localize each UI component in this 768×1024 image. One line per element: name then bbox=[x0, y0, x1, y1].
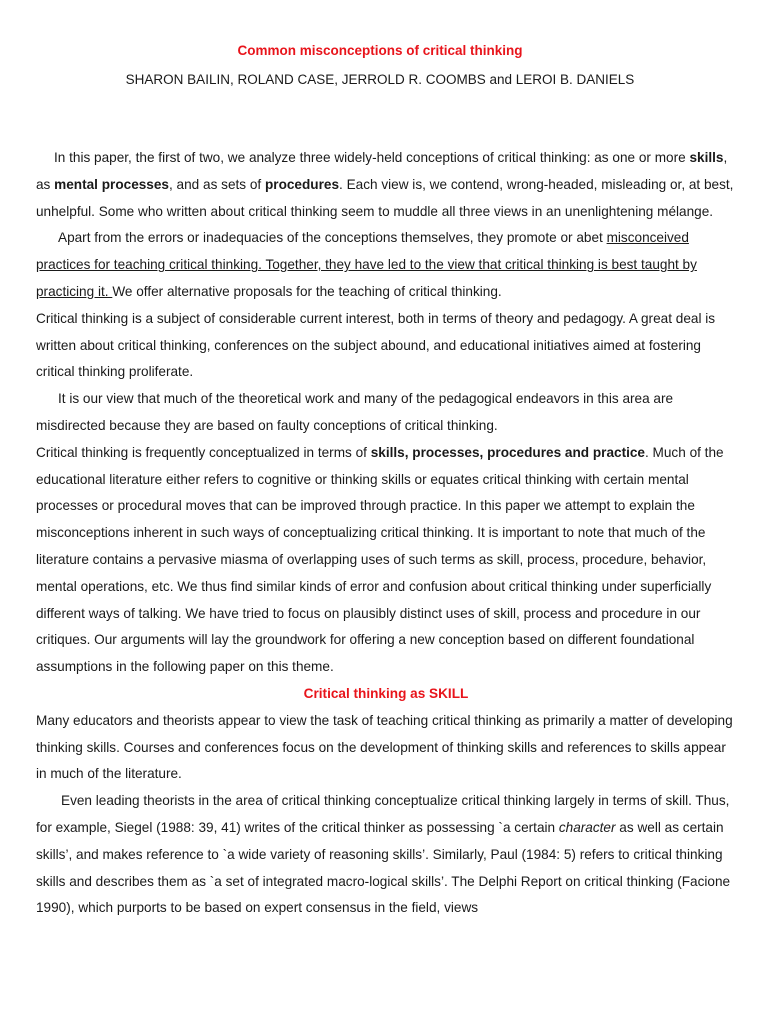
paragraph-7 bbox=[36, 788, 736, 922]
paragraph-1-text-1: In this paper, the first of two, we analyze three widely-held conceptions of critical thinking: as one or more bbox=[54, 150, 690, 165]
paragraph-7-text-2: as well as certain skills’, and makes reference to `a wide variety of reasoning skills’. Similarly, Paul (1984: 5) refers to critical thinking skills and describes them as `a set of integrated macro-logical skills’. The Delphi Report on critical thinking (Facione 1990), which purports to be based on expert consensus in the field, views bbox=[36, 819, 731, 916]
paragraph-1-text-4: . Each view is, we contend, wrong-headed, misleading or, at best, unhelpful. Some who written about critical thinking seem to muddle all three views in an unenlightening mélange. bbox=[36, 176, 734, 219]
paragraph-7-text-1: Even leading theorists in the area of critical thinking conceptualize critical thinking largely in terms of skill. Thus, for example, Siegel (1988: 39, 41) writes of the critical thinker as possessing `a certain bbox=[36, 793, 730, 835]
paragraph-2-text-2: We offer alternative proposals for the teaching of critical thinking. bbox=[112, 283, 502, 299]
paragraph-4: It is our view that much of the theoretical work and many of the pedagogical endeavors in this area are misdirected because they are based on faulty conceptions of critical thinking. bbox=[36, 391, 674, 433]
section-heading: Critical thinking as SKILL bbox=[303, 685, 469, 701]
paragraph-1 bbox=[36, 145, 736, 225]
paragraph-2 bbox=[36, 225, 736, 305]
paragraph-6: Many educators and theorists appear to view the task of teaching critical thinking as primarily a matter of developing thinking skills. Courses and conferences focus on the development of thinking skills and references to skills appear in much of the literature. bbox=[36, 712, 733, 782]
document-authors: SHARON BAILIN, ROLAND CASE, JERROLD R. COOMBS and LEROI B. DANIELS bbox=[125, 72, 635, 87]
document-title: Common misconceptions of critical thinking bbox=[237, 43, 523, 58]
paragraph-1-bold-3: procedures bbox=[264, 176, 340, 192]
paragraph-2-text-1: Apart from the errors or inadequacies of the conceptions themselves, they promote or abet bbox=[58, 230, 607, 246]
paragraph-1-bold-1: skills bbox=[689, 150, 724, 165]
paragraph-5-text-2: . Much of the educational literature either refers to cognitive or thinking skills or equates critical thinking with certain mental processes or procedural moves that can be improved through practice. In this paper we attempt to explain the misconceptions inherent in such ways of conceptualizing critical thinking. It is important to note that much of the literature contains a pervasive miasma of overlapping uses of such terms as skill, process, procedure, behavior, mental operations, etc. We thus find similar kinds of error and confusion about critical thinking under superficially different ways of talking. We have tried to focus on plausibly distinct uses of skill, process and procedure in our critiques. Our arguments will lay the groundwork for offering a new conception based on different foundational assumptions in the following paper on this theme. bbox=[36, 444, 724, 675]
paragraph-1-text-2: , as bbox=[36, 150, 728, 192]
paragraph-3: Critical thinking is a subject of considerable current interest, both in terms of theory and pedagogy. A great deal is written about critical thinking, conferences on the subject abound, and educational initiatives aimed at fostering critical thinking proliferate. bbox=[36, 310, 716, 380]
paragraph-7-italic-1: character bbox=[558, 819, 616, 835]
paragraph-5 bbox=[36, 440, 736, 681]
paragraph-5-text-1: Critical thinking is frequently conceptualized in terms of bbox=[36, 444, 371, 460]
paragraph-1-bold-2: mental processes bbox=[54, 176, 169, 192]
paragraph-5-bold-1: skills, processes, procedures and practice bbox=[370, 444, 645, 460]
document-body bbox=[36, 145, 736, 922]
paragraph-2-underlined: misconceived practices for teaching critical thinking. Together, they have led to the view that critical thinking is best taught by practicing it. bbox=[36, 230, 697, 299]
paragraph-1-text-3: , and as sets of bbox=[169, 176, 265, 192]
